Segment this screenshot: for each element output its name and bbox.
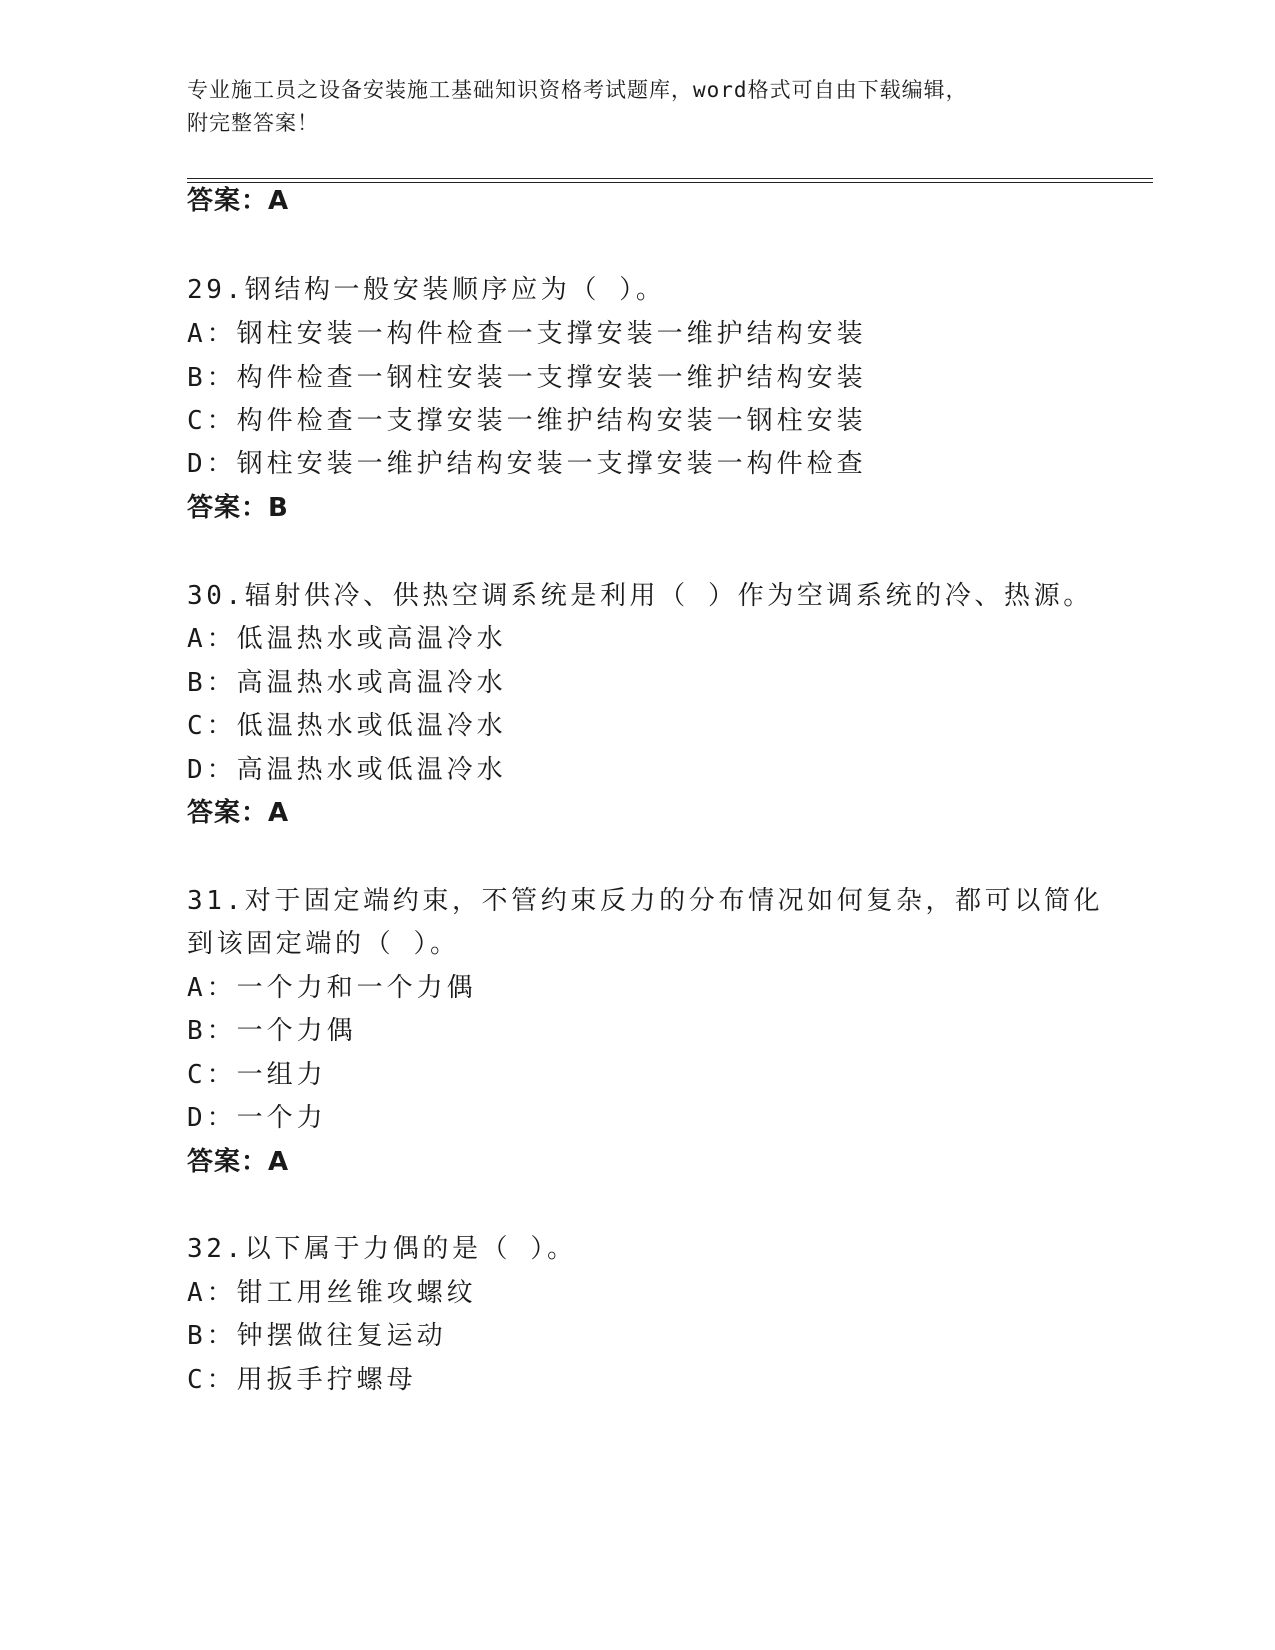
- question-stem: 30.辐射供冷、供热空调系统是利用（ ）作为空调系统的冷、热源。: [187, 581, 1093, 611]
- question-stem: 29.钢结构一般安装顺序应为（ ）。: [187, 275, 666, 305]
- question-stem: 31.对于固定端约束，不管约束反力的分布情况如何复杂，都可以简化: [187, 886, 1104, 916]
- option-b: B：钟摆做往复运动: [187, 1321, 447, 1351]
- answer-line: 答案：A: [187, 186, 290, 216]
- option-d: D：高温热水或低温冷水: [187, 755, 507, 785]
- option-c: C：低温热水或低温冷水: [187, 711, 507, 741]
- question-stem-continued: 到该固定端的（ ）。: [187, 929, 460, 959]
- answer-line: 答案：B: [187, 493, 289, 523]
- option-a: A：一个力和一个力偶: [187, 973, 477, 1003]
- option-a: A：低温热水或高温冷水: [187, 624, 507, 654]
- option-d: D：一个力: [187, 1103, 327, 1133]
- option-a: A：钳工用丝锥攻螺纹: [187, 1278, 477, 1308]
- option-c: C：构件检查一支撑安装一维护结构安装一钢柱安装: [187, 406, 867, 436]
- answer-line: 答案：A: [187, 1147, 290, 1177]
- header-divider-bottom: [187, 182, 1153, 183]
- header-line-1: 专业施工员之设备安装施工基础知识资格考试题库，word格式可自由下载编辑，: [187, 78, 968, 102]
- header-divider-top: [187, 178, 1153, 179]
- option-c: C：一组力: [187, 1060, 327, 1090]
- document-header: [187, 74, 1087, 140]
- option-a: A：钢柱安装一构件检查一支撑安装一维护结构安装: [187, 319, 867, 349]
- question-stem: 32.以下属于力偶的是（ ）。: [187, 1234, 577, 1264]
- option-d: D：钢柱安装一维护结构安装一支撑安装一构件检查: [187, 449, 867, 479]
- header-line-2: 附完整答案！: [187, 111, 319, 135]
- option-c: C：用扳手拧螺母: [187, 1365, 417, 1395]
- option-b: B：一个力偶: [187, 1016, 357, 1046]
- option-b: B：构件检查一钢柱安装一支撑安装一维护结构安装: [187, 363, 867, 393]
- option-b: B：高温热水或高温冷水: [187, 668, 507, 698]
- answer-line: 答案：A: [187, 798, 290, 828]
